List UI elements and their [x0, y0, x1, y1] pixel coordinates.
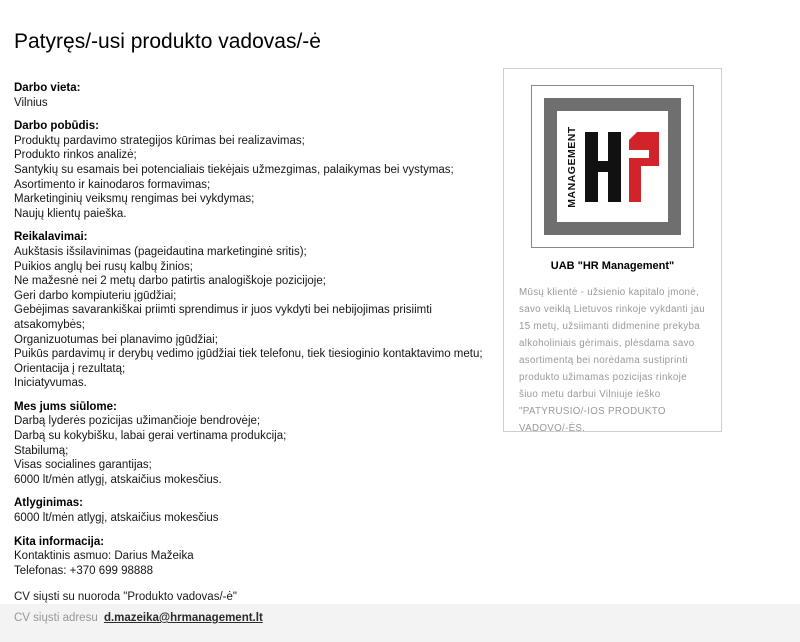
section-heading: Mes jums siūlome: — [14, 400, 117, 413]
section-line: Marketinginių veiksmų rengimas bei vykdymas; — [14, 193, 255, 206]
logo-letters — [532, 86, 693, 247]
section-line: Vilnius — [14, 96, 48, 109]
section-line: Stabilumą; — [14, 444, 69, 457]
section-heading: Darbo vieta: — [14, 82, 81, 94]
section-mes-jums-siulome — [14, 400, 518, 488]
section-darbo-pobudis — [14, 119, 518, 221]
section-line: Aukštasis išsilavinimas (pageidautina marketinginė sritis); — [14, 245, 307, 258]
cv-email-link[interactable]: d.mazeika@hrmanagement.lt — [103, 612, 263, 624]
section-line: Darbą su kokybišku, labai gerai vertinama produkcija; — [14, 430, 287, 443]
footer-label: CV siųsti adresu — [14, 612, 98, 624]
section-heading: Kita informacija: — [14, 535, 105, 548]
section-heading: Atlyginimas: — [14, 497, 84, 510]
section-line: Naujų klientų paieška. — [14, 207, 127, 220]
section-line: atsakomybės; — [14, 318, 85, 331]
cv-reference-note: CV siųsti su nuoroda "Produkto vadovas/-ė" — [14, 591, 237, 604]
section-line: Santykių su esamais bei potencialiais tiekėjais užmezgimas, palaikymas bei vystymas; — [14, 163, 454, 176]
section-line: 6000 lt/mėn atlygį, atskaičius mokesčius. — [14, 473, 222, 486]
section-line: Asortimento ir kainodaros formavimas; — [14, 178, 211, 191]
company-description: Mūsų klientė - užsienio kapitalo įmonė, savo veiklą Lietuvos rinkoje vykdanti jau 15 metų, užsiimanti didmenine prekyba alkoholiniais gėrimais, plėsdama savo asortimentą bei norėdama sustiprinti produkto užimamas pozicijas rinkoje šiuo metu darbui Vilniuje ieško "PATYRUSIO/-IOS PRODUKTO VADOVO/-ĖS. — [519, 287, 706, 434]
section-line: Produktų pardavimo strategijos kūrimas bei realizavimas; — [14, 134, 305, 147]
section-heading: Reikalavimai: — [14, 231, 88, 244]
logo-vertical-text-wrap — [565, 125, 580, 208]
section-line: Gebėjimas savarankiškai priimti sprendimus ir juos vykdyti bei nebijojimas prisiimti — [14, 304, 432, 317]
section-line: Ne mažesnė nei 2 metų darbo patirtis analogiškoje pozicijoje; — [14, 275, 326, 288]
section-atlyginimas — [14, 496, 518, 525]
section-line: Puikūs pardavimų ir derybų vedimo įgūdžiai tiek telefonu, tiek tiesioginio kontaktavimo metu; — [14, 348, 483, 361]
page-title: Patyręs/-usi produkto vadovas/-ė — [14, 30, 321, 53]
section-reikalavimai — [14, 230, 518, 391]
section-line: Iniciatyvumas. — [14, 377, 87, 390]
section-line: Puikios anglų bei rusų kalbų žinios; — [14, 260, 193, 273]
logo-letter-r-icon — [627, 132, 661, 202]
logo-management-text: MANAGEMENT — [566, 125, 578, 208]
section-line: Orientacija į rezultatą; — [14, 362, 126, 375]
section-heading: Darbo pobūdis: — [14, 120, 99, 133]
section-line: Organizuotumas bei planavimo įgūdžiai; — [14, 333, 218, 346]
section-line: Geri darbo kompiuteriu įgūdžiai; — [14, 289, 177, 302]
logo-letter-h-icon — [585, 132, 621, 202]
contact-phone: Telefonas: +370 699 98888 — [14, 564, 154, 577]
section-line: Darbą lyderės pozicijas užimančioje bendrovėje; — [14, 415, 261, 428]
footer-cv-line — [0, 604, 800, 624]
section-darbo-vieta — [14, 81, 518, 110]
hr-management-logo — [531, 85, 694, 248]
section-line: Produkto rinkos analizė; — [14, 149, 137, 162]
company-name: UAB "HR Management" — [550, 260, 675, 272]
job-details-column — [14, 30, 518, 605]
footer-strip — [0, 604, 800, 642]
contact-person: Kontaktinis asmuo: Darius Mažeika — [14, 550, 194, 563]
company-panel — [503, 68, 722, 432]
section-kita-informacija — [14, 535, 518, 579]
section-line: Visas socialines garantijas; — [14, 459, 152, 472]
section-line: 6000 lt/mėn atlygį, atskaičius mokesčius — [14, 512, 219, 525]
